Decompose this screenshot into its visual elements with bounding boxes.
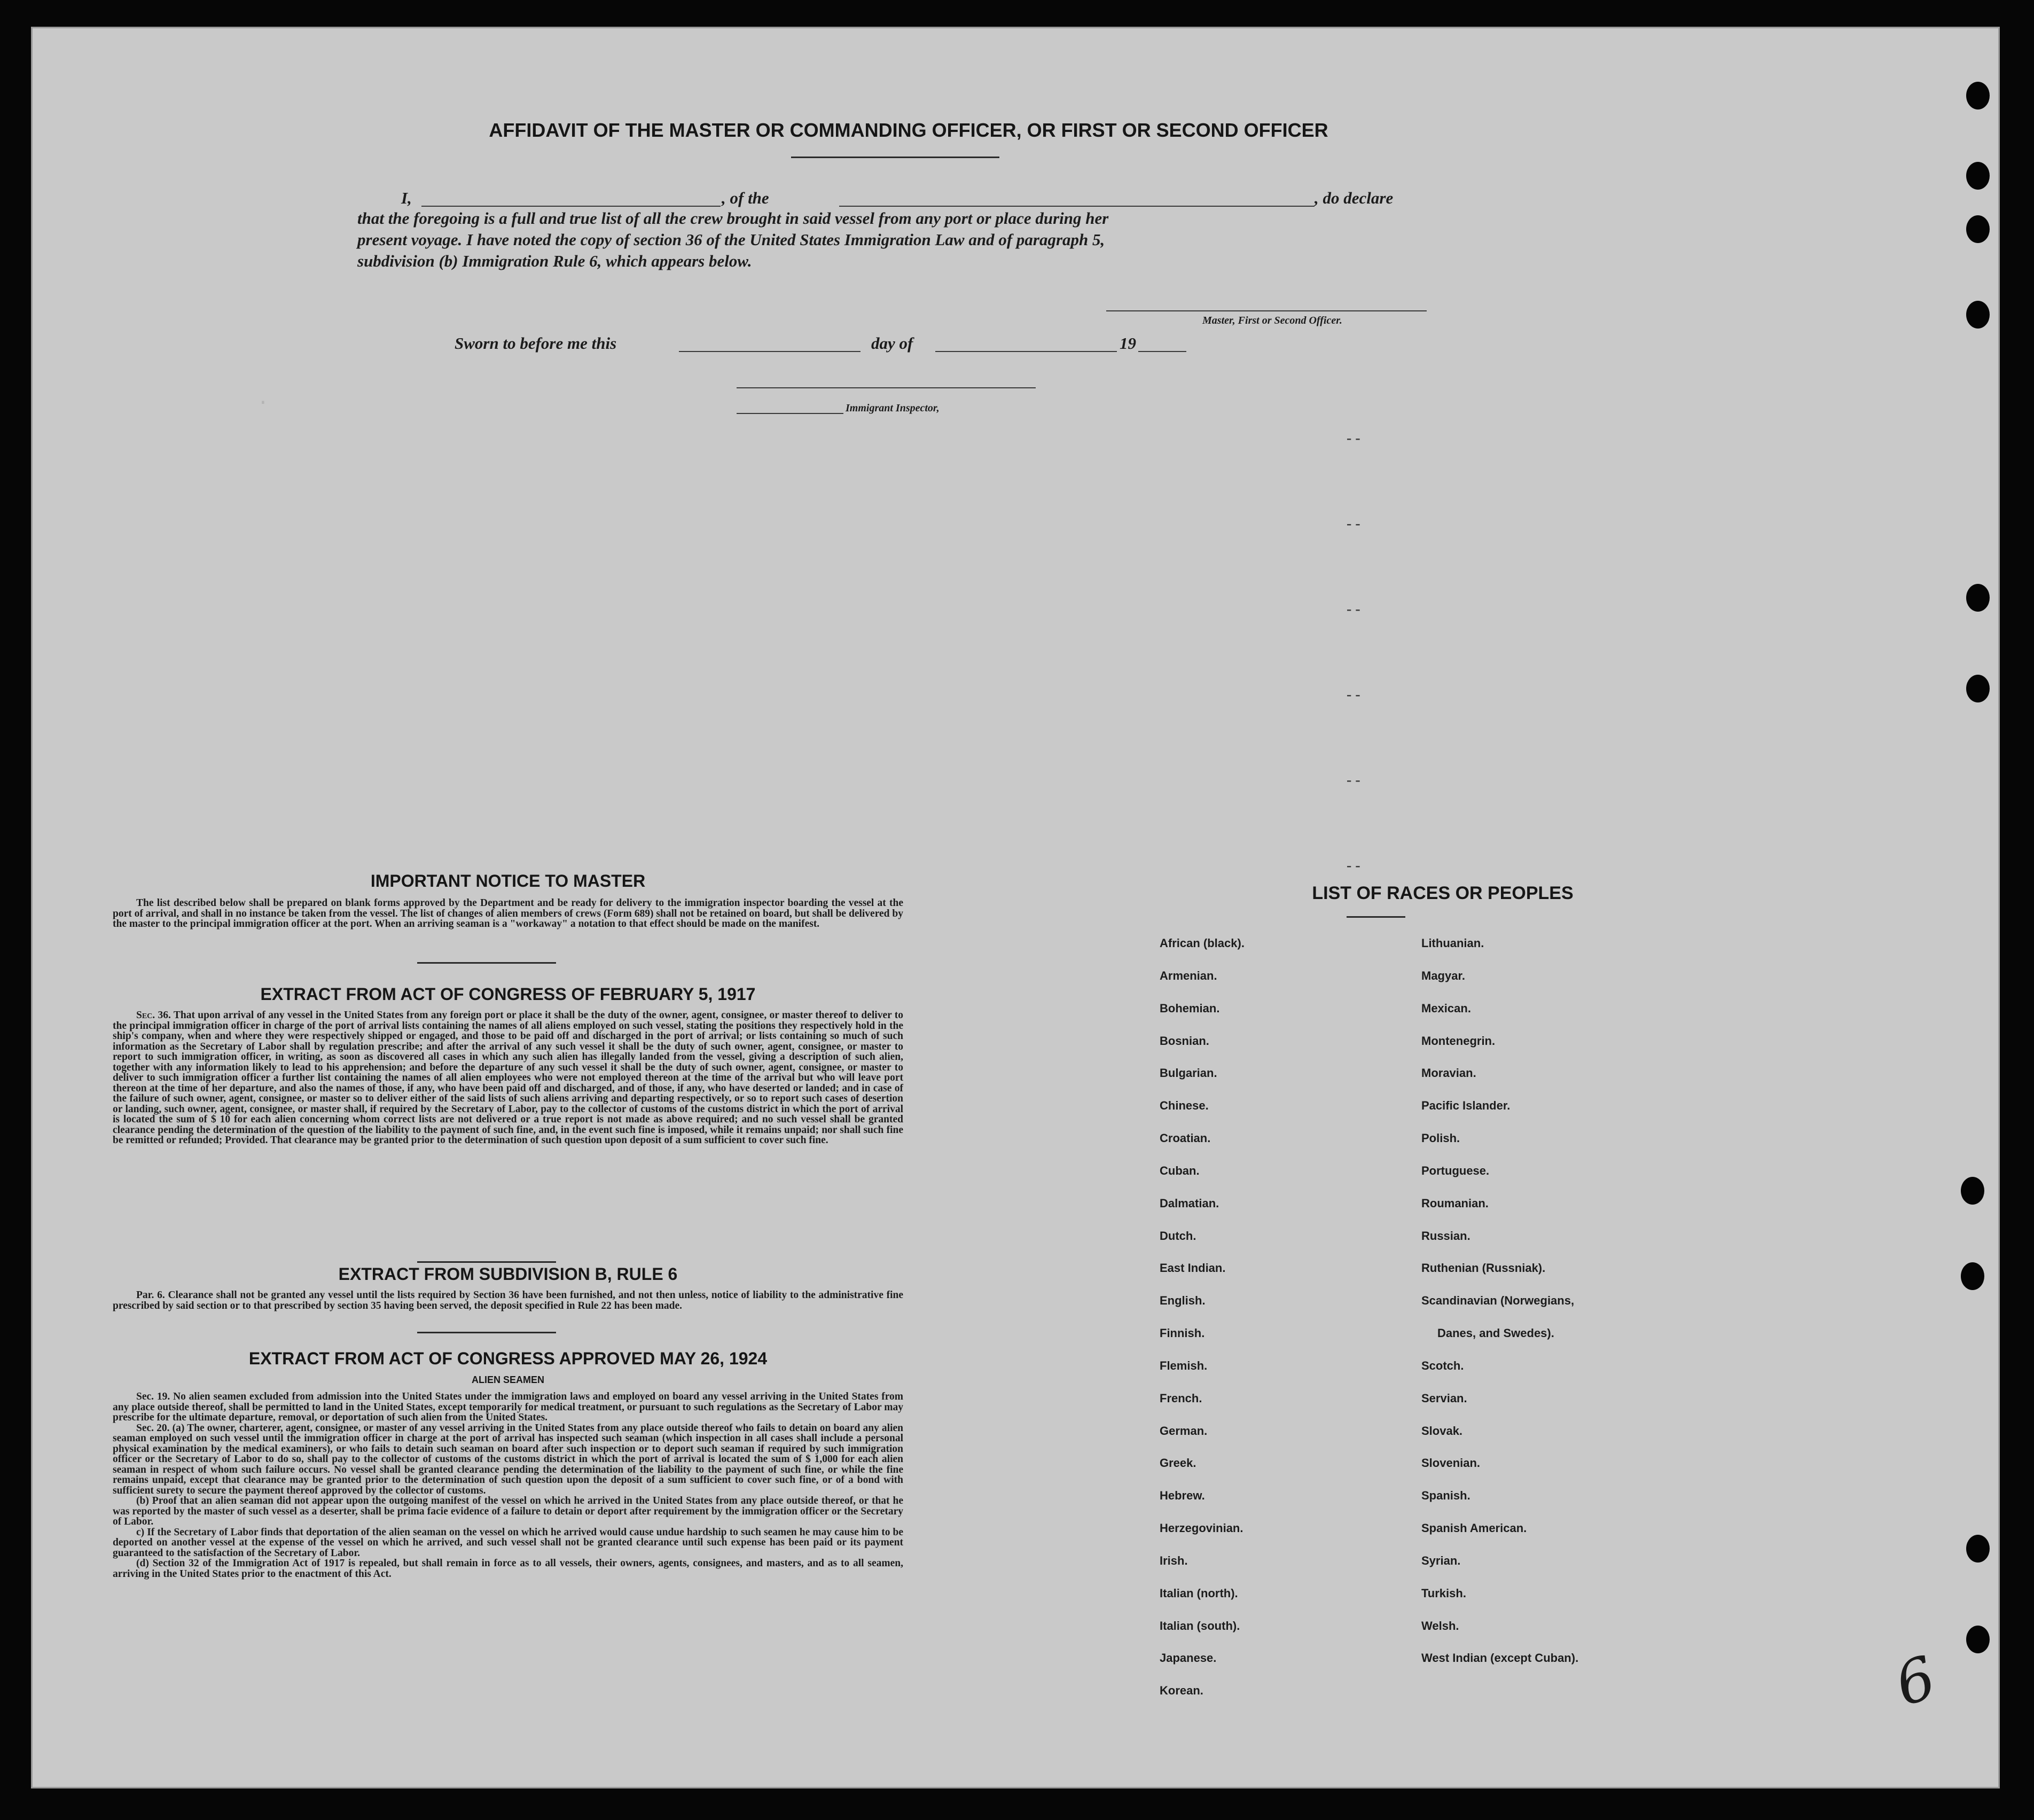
race-item: Japanese. bbox=[1160, 1651, 1217, 1665]
declaration-line-3: present voyage. I have noted the copy of section 36 of the United States Immigration Law and of paragraph 5, bbox=[357, 230, 1105, 249]
affidavit-title-underline bbox=[791, 157, 999, 158]
dash-mark: - - bbox=[1347, 601, 1360, 618]
vessel-blank bbox=[839, 206, 1315, 207]
rule6-paragraph: Par. 6. Clearance shall not be granted any vessel until the lists required by Section 36 have been furnished, and not then unless, notice of liability to the administrative fine prescribed by said section or to that prescribed by section 35 having been served, the deposit specified in Rule 22 has been made. bbox=[113, 1290, 903, 1311]
extract-1924-title: EXTRACT FROM ACT OF CONGRESS APPROVED MAY 26, 1924 bbox=[248, 1349, 768, 1368]
extract-1924-text bbox=[113, 1392, 903, 1579]
margin-mark-text: 6 bbox=[1887, 1643, 1944, 1720]
race-item: Hebrew. bbox=[1160, 1489, 1205, 1503]
sworn-month-blank bbox=[935, 351, 1117, 352]
master-signature-label: Master, First or Second Officer. bbox=[1202, 315, 1342, 326]
notice-divider bbox=[417, 962, 556, 964]
punch-hole bbox=[1966, 82, 1990, 110]
declaration-i: I, bbox=[401, 189, 412, 207]
race-item: Chinese. bbox=[1160, 1099, 1209, 1113]
sec-20a-paragraph: Sec. 20. (a) The owner, charterer, agent, consignee, or master of any vessel arriving in the United States from any place outside thereof who fails to detain on board any alien seaman employed on such vessel until the immigration officer in charge at the port of arrival has inspected such seaman (which inspection in all cases shall include a personal physical examination by the medical examiners), or who fails to detain such seaman on board after such inspection or to deport such seaman if required by such immigration officer or the Secretary of Labor to do so, shall pay to the collector of customs of the customs district in which the port of arrival is located the sum of $ 1,000 for each alien seaman in respect of whom such failure occurs. No vessel shall be granted clearance pending the determination of the liability to the payment of such fine, or while the fine remains unpaid, except that clearance may be granted prior to the determination of such question upon the deposit of a sum sufficient to cover such fine, or of a bond with sufficient surety to secure the payment thereof approved by the collector of customs. bbox=[113, 1422, 903, 1496]
sec-36-text: That upon arrival of any vessel in the United States from any foreign port or place it shall be the duty of the owner, agent, consignee, or master thereof to deliver to the principal immigration officer in charge of the port of arrival lists containing the names of all aliens employed on such vessel, stating the positions they respectively hold in the ship's company, when and where they were respectively shipped or engaged, and those to be paid off and discharged in the port of arrival; or lists containing so much of such information as the Secretary of Labor shall by regulation prescribe; and after the arrival of any such vessel it shall be the duty of such owner, agent, consignee, or master to report to such immigration officer, in writing, as soon as discovered all cases in which any such alien has illegally landed from the vessel, giving a description of such alien, together with any information likely to lead to his apprehension; and before the departure of any such vessel it shall be the duty of such owner, agent, consignee, or master to deliver to such immigration officer a further list containing the names of all alien employees who were not employed thereon at the time of the arrival but who will leave port thereon at the time of her departure, and also the names of those, if any, who have been paid off and discharged, and of those, if any, who have deserted or landed; and in case of the failure of such owner, agent, consignee, or master so to deliver either of the said lists of such aliens arriving and departing respectively, or so to report such cases of desertion or landing, such owner, agent, consignee, or master shall, if required by the Secretary of Labor, pay to the collector of customs of the customs district in which the port of arrival is located the sum of $ 10 for each alien concerning whom correct lists are not delivered or a true report is not made as above required; and no such vessel shall be granted clearance pending the determination of the question of the liability to the payment of such fine, and, in the event such fine is imposed, while it remains unpaid; nor shall such fine be remitted or refunded; Provided. That clearance may be granted prior to the determination of such question upon deposit of a sum sufficient to cover such fine. bbox=[113, 1010, 904, 1146]
declaration-line-1 bbox=[401, 189, 412, 208]
race-item: Cuban. bbox=[1160, 1163, 1200, 1177]
race-item: Montenegrin. bbox=[1421, 1034, 1496, 1048]
race-item: Lithuanian. bbox=[1421, 936, 1484, 950]
race-item: African (black). bbox=[1160, 936, 1245, 950]
sworn-prefix: Sworn to before me this bbox=[455, 334, 617, 353]
notice-paragraph: The list described below shall be prepared on blank forms approved by the Department and be ready for delivery to the immigration inspector boarding the vessel at the port of arrival, and shall in no instance be taken from the vessel. The list of changes of alien members of crews (Form 689) shall not be retained on board, but shall be delivered by the master to the principal immigration officer at the port. When an arriving seaman is a "workaway" a notation to that effect should be made on the manifest. bbox=[113, 897, 903, 929]
inspector-label: Immigrant Inspector, bbox=[846, 402, 940, 414]
declaration-line-4: subdivision (b) Immigration Rule 6, which appears below. bbox=[357, 252, 752, 270]
dash-mark: - - bbox=[1347, 857, 1360, 874]
punch-hole bbox=[1966, 215, 1990, 243]
races-title-underline bbox=[1347, 916, 1405, 918]
extract-1917-text bbox=[113, 1010, 903, 1146]
race-item: Scandinavian (Norwegians, bbox=[1421, 1294, 1575, 1308]
race-item: Mexican. bbox=[1421, 1001, 1471, 1015]
extract-rule6-divider bbox=[417, 1332, 556, 1333]
extract-1917-title: EXTRACT FROM ACT OF CONGRESS OF FEBRUARY 5, 1917 bbox=[260, 985, 756, 1004]
sec-20d-paragraph: (d) Section 32 of the Immigration Act of 1917 is repealed, but shall remain in force as to all vessels, their owners, agents, consignees, and masters, and as to all seamen, arriving in the United States prior to the enactment of this Act. bbox=[113, 1558, 903, 1580]
race-item: Welsh. bbox=[1421, 1619, 1459, 1632]
extract-rule6-text bbox=[113, 1290, 903, 1311]
dash-mark: - - bbox=[1347, 515, 1360, 532]
race-item: French. bbox=[1160, 1391, 1202, 1405]
punch-hole bbox=[1966, 675, 1990, 702]
race-item: Danes, and Swedes). bbox=[1437, 1326, 1554, 1340]
race-item: Moravian. bbox=[1421, 1066, 1476, 1080]
race-item: German. bbox=[1160, 1424, 1208, 1438]
race-item: Spanish American. bbox=[1421, 1521, 1527, 1535]
race-item: Armenian. bbox=[1160, 968, 1217, 982]
races-title: LIST OF RACES OR PEOPLES bbox=[1312, 883, 1574, 903]
races-left-column bbox=[1160, 936, 1416, 1716]
race-item: Polish. bbox=[1421, 1131, 1460, 1145]
notice-text bbox=[113, 898, 903, 929]
bleed-through-text: · bbox=[257, 392, 270, 415]
dash-mark: - - bbox=[1347, 430, 1360, 447]
race-item: Italian (north). bbox=[1160, 1586, 1238, 1600]
inspector-short-line bbox=[737, 413, 843, 414]
race-item: Magyar. bbox=[1421, 968, 1465, 982]
race-item: Slovenian. bbox=[1421, 1456, 1481, 1470]
affidavit-title: AFFIDAVIT OF THE MASTER OR COMMANDING OFFICER, OR FIRST OR SECOND OFFICER bbox=[489, 119, 1328, 141]
sworn-year: 19 bbox=[1120, 334, 1136, 353]
race-item: Flemish. bbox=[1160, 1358, 1208, 1372]
dash-mark: - - bbox=[1347, 686, 1360, 703]
race-item: Servian. bbox=[1421, 1391, 1467, 1405]
race-item: Dalmatian. bbox=[1160, 1196, 1219, 1210]
name-blank bbox=[421, 206, 721, 207]
race-item: Bulgarian. bbox=[1160, 1066, 1217, 1080]
extract-1917-divider bbox=[417, 1261, 556, 1263]
extract-rule6-title: EXTRACT FROM SUBDIVISION B, RULE 6 bbox=[338, 1264, 678, 1284]
declaration-line-2: that the foregoing is a full and true list of all the crew brought in said vessel from any port or place during her bbox=[357, 209, 1109, 228]
punch-hole bbox=[1966, 301, 1990, 329]
race-item: Pacific Islander. bbox=[1421, 1099, 1511, 1113]
races-right-column bbox=[1421, 936, 1720, 1716]
race-item: West Indian (except Cuban). bbox=[1421, 1651, 1579, 1665]
sec-36-label: Sec. 36. bbox=[136, 1010, 171, 1021]
sworn-year-blank bbox=[1138, 351, 1186, 352]
race-item: East Indian. bbox=[1160, 1261, 1226, 1275]
declaration-of-the: , of the bbox=[722, 189, 769, 207]
sec-20b-paragraph: (b) Proof that an alien seaman did not appear upon the outgoing manifest of the vessel on which he arrived in the United States from any place outside thereof, or that he was reported by the master of such vessel as a deserter, shall be prima facie evidence of a failure to detain or deport after requirement by the immigration officer or the Secretary of Labor. bbox=[113, 1495, 903, 1527]
master-signature-line bbox=[1106, 310, 1427, 311]
race-item: Bosnian. bbox=[1160, 1034, 1209, 1048]
dash-mark: - - bbox=[1347, 772, 1360, 788]
race-item: Greek. bbox=[1160, 1456, 1196, 1470]
race-item: Italian (south). bbox=[1160, 1619, 1240, 1632]
document-page bbox=[31, 27, 2000, 1788]
race-item: Ruthenian (Russniak). bbox=[1421, 1261, 1546, 1275]
race-item: Russian. bbox=[1421, 1229, 1470, 1243]
sworn-day-of: day of bbox=[871, 334, 913, 353]
race-item: Herzegovinian. bbox=[1160, 1521, 1243, 1535]
race-item: English. bbox=[1160, 1294, 1206, 1308]
handwritten-margin-mark bbox=[1887, 1643, 1944, 1719]
punch-hole bbox=[1966, 162, 1990, 190]
inspector-signature-line bbox=[737, 387, 1036, 388]
race-item: Finnish. bbox=[1160, 1326, 1205, 1340]
extract-1924-subtitle: ALIEN SEAMEN bbox=[471, 1374, 544, 1385]
sec-20c-paragraph: c) If the Secretary of Labor finds that deportation of the alien seaman on the vessel on which he arrived would cause undue hardship to such seamen he may cause him to be deported on another vessel at the expense of the vessel on which he arrived, and such vessel shall not be granted clearance until such expense has been paid or its payment guaranteed to the satisfaction of the Secretary of Labor. bbox=[113, 1526, 903, 1559]
race-item: Scotch. bbox=[1421, 1358, 1464, 1372]
race-item: Bohemian. bbox=[1160, 1001, 1220, 1015]
race-item: Croatian. bbox=[1160, 1131, 1211, 1145]
punch-hole bbox=[1961, 1262, 1984, 1290]
punch-hole bbox=[1961, 1177, 1984, 1205]
race-item: Portuguese. bbox=[1421, 1163, 1490, 1177]
race-item: Dutch. bbox=[1160, 1229, 1196, 1243]
race-item: Irish. bbox=[1160, 1553, 1188, 1567]
race-item: Syrian. bbox=[1421, 1553, 1461, 1567]
race-item: Spanish. bbox=[1421, 1489, 1470, 1503]
sec-19-paragraph: Sec. 19. No alien seamen excluded from admission into the United States under the immigration laws and employed on board any vessel arriving in the United States from any place outside thereof, shall be permitted to land in the United States, except temporarily for medical treatment, or pursuant to such regulations as the Secretary of Labor may prescribe for the ultimate departure, removal, or deportation of such alien from the United States. bbox=[113, 1391, 903, 1423]
race-item: Korean. bbox=[1160, 1684, 1203, 1698]
punch-hole bbox=[1966, 1535, 1990, 1563]
punch-hole bbox=[1966, 584, 1990, 612]
declaration-do-declare: , do declare bbox=[1315, 189, 1394, 207]
race-item: Slovak. bbox=[1421, 1424, 1463, 1438]
sworn-date-blank bbox=[679, 351, 860, 352]
notice-title: IMPORTANT NOTICE TO MASTER bbox=[370, 871, 646, 891]
punch-hole bbox=[1966, 1626, 1990, 1653]
race-item: Roumanian. bbox=[1421, 1196, 1489, 1210]
race-item: Turkish. bbox=[1421, 1586, 1466, 1600]
